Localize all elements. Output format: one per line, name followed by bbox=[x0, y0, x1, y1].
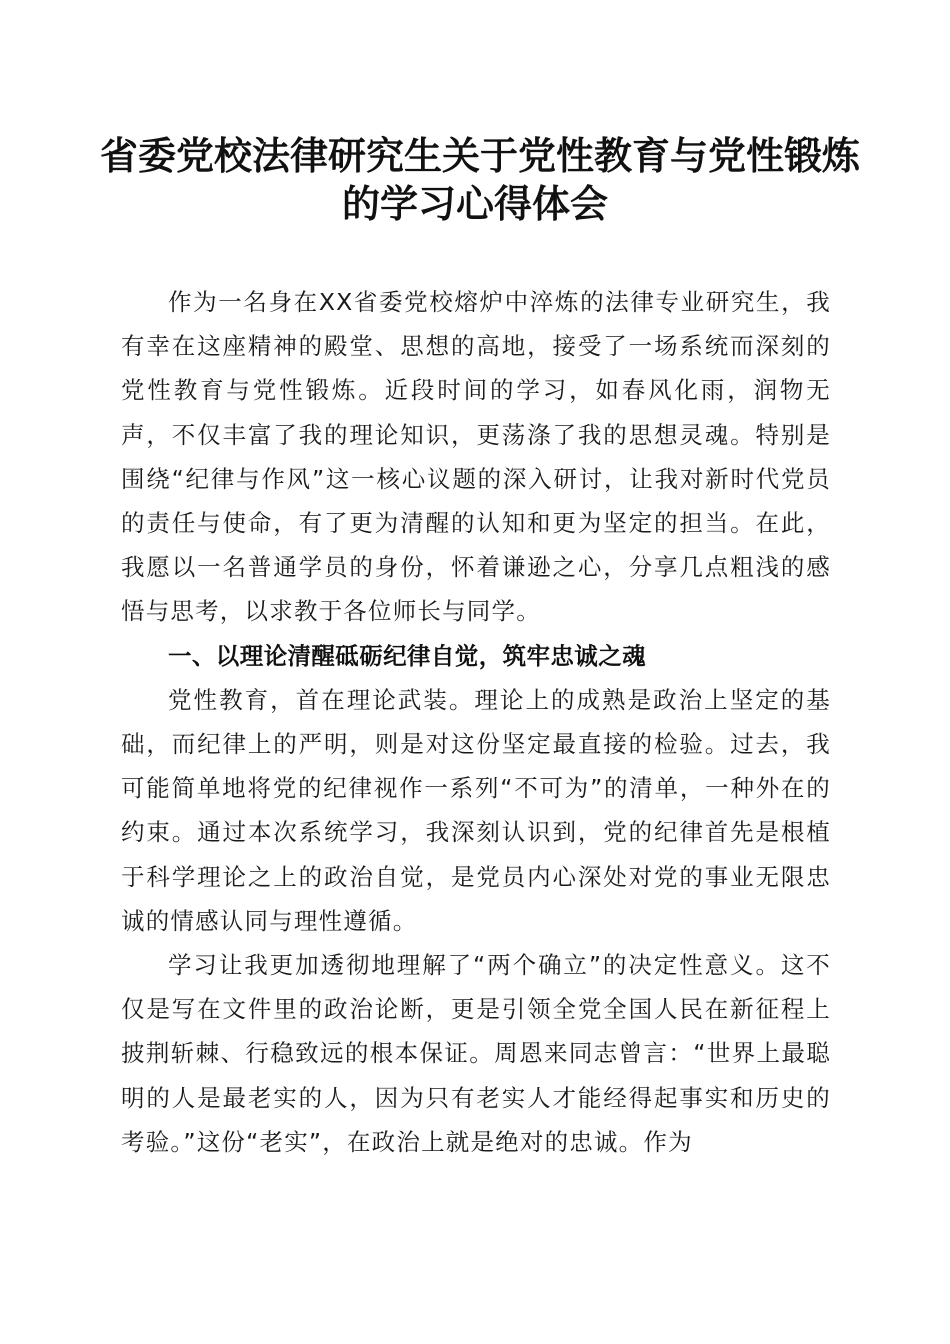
section-1-paragraph-2: 学习让我更加透彻地理解了“两个确立”的决定性意义。这不仅是写在文件里的政治论断，更是引领全党全国人民在新征程上披荆斩棘、行稳致远的根本保证。周恩来同志曾言：“世界上最聪明的人是最老实的人，因为只有老实人才能经得起事实和历史的考验。”这份“老实”，在政治上就是绝对的忠诚。作为 bbox=[121, 951, 831, 1156]
section-1-paragraph-1: 党性教育，首在理论武装。理论上的成熟是政治上坚定的基础，而纪律上的严明，则是对这份坚定最直接的检验。过去，我可能简单地将党的纪律视作一系列“不可为”的清单，一种外在的约束。通过本次系统学习，我深刻认识到，党的纪律首先是根植于科学理论之上的政治自觉，是党员内心深处对党的事业无限忠诚的情感认同与理性遵循。 bbox=[121, 685, 831, 935]
title-line-1: 省委党校法律研究生关于党性教育与党性锻炼 bbox=[100, 133, 861, 178]
intro-paragraph: 作为一名身在XX省委党校熔炉中淬炼的法律专业研究生，我有幸在这座精神的殿堂、思想的高地，接受了一场系统而深刻的党性教育与党性锻炼。近段时间的学习，如春风化雨，润物无声，不仅丰富了我的理论知识，更荡涤了我的思想灵魂。特别是围绕“纪律与作风”这一核心议题的深入研讨，让我对新时代党员的责任与使命，有了更为清醒的认知和更为坚定的担当。在此，我愿以一名普通学员的身份，怀着谦逊之心，分享几点粗浅的感悟与思考，以求教于各位师长与同学。 bbox=[121, 288, 831, 626]
document-body bbox=[121, 280, 831, 1164]
document-title bbox=[100, 132, 861, 228]
section-heading-1: 一、以理论清醒砥砺纪律自觉，筑牢忠诚之魂 bbox=[168, 641, 646, 670]
title-line-2: 的学习心得体会 bbox=[341, 181, 608, 226]
